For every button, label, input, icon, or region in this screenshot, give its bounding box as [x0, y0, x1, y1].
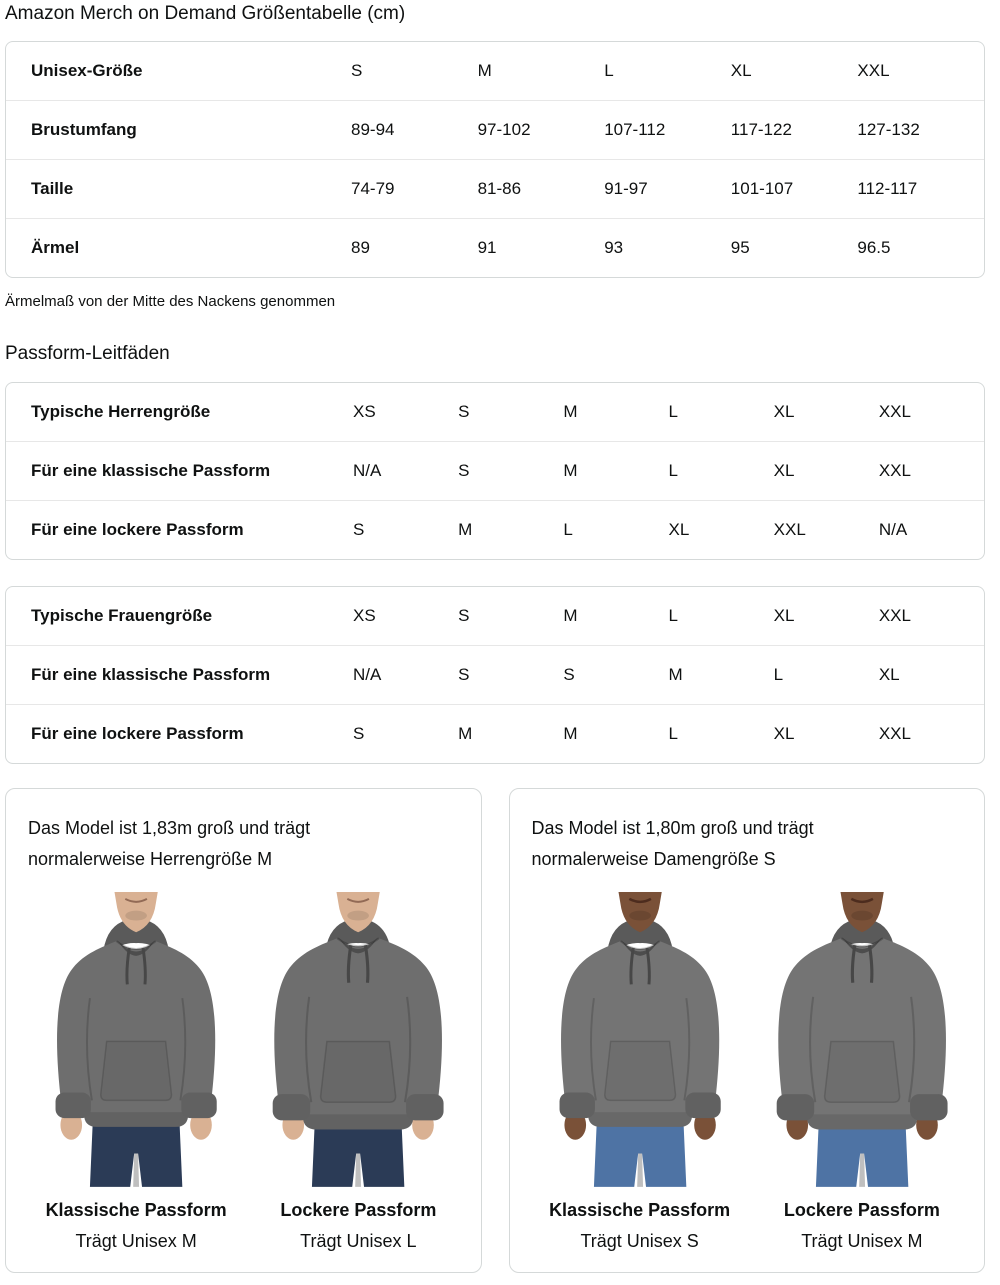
- size-cell: L: [668, 402, 678, 421]
- size-cell: M: [477, 61, 492, 80]
- left-cuff: [559, 1093, 594, 1119]
- size-cell: XL: [773, 461, 795, 480]
- size-cell: L: [668, 461, 678, 480]
- size-cell: XL: [773, 606, 795, 625]
- hem-band: [807, 1114, 917, 1129]
- size-cell: S: [458, 402, 470, 421]
- fit-guides-heading: Passform-Leitfäden: [5, 343, 170, 364]
- right-cuff: [406, 1094, 444, 1120]
- size-cell: XXL: [857, 61, 890, 80]
- size-cell: S: [351, 61, 363, 80]
- size-cell: M: [563, 461, 578, 480]
- right-cuff: [181, 1093, 216, 1119]
- hoodie-garment: [273, 937, 444, 1129]
- photo-fit-label: Klassische Passform: [549, 1199, 731, 1220]
- row-label: Ärmel: [31, 238, 80, 257]
- table-row: [6, 704, 984, 763]
- size-cell: 89-94: [351, 120, 395, 139]
- size-cell: M: [458, 724, 473, 743]
- table-row: [6, 100, 984, 159]
- table-row: [6, 441, 984, 500]
- model-photo-illustration: [532, 892, 748, 1187]
- size-cell: 91: [477, 238, 497, 257]
- size-cell: N/A: [878, 520, 908, 539]
- model-description: Das Model ist 1,83m groß und trägt normalerweise Herrengröße M: [28, 818, 311, 869]
- size-cell: XL: [730, 61, 752, 80]
- size-cell: L: [668, 606, 678, 625]
- hoodie-garment: [776, 937, 947, 1129]
- photo-fit-label: Lockere Passform: [783, 1199, 940, 1220]
- table-row: [6, 645, 984, 704]
- kangaroo-pocket: [101, 1041, 172, 1100]
- photo-fit-label: Klassische Passform: [45, 1199, 227, 1220]
- size-cell: XXL: [878, 606, 911, 625]
- photo-size-label: Trägt Unisex S: [580, 1230, 699, 1251]
- photo-size-label: Trägt Unisex L: [300, 1230, 417, 1251]
- size-cell: XS: [353, 402, 376, 421]
- size-cell: L: [668, 724, 678, 743]
- jeans-seam: [355, 1153, 361, 1186]
- photos-row: [28, 892, 467, 1252]
- size-cell: L: [604, 61, 614, 80]
- size-cell: S: [563, 665, 575, 684]
- hem-band: [303, 1114, 413, 1129]
- row-label: Typische Herrengröße: [31, 402, 211, 421]
- chin-shadow: [629, 911, 651, 921]
- size-cell: M: [563, 402, 578, 421]
- size-cell: 97-102: [477, 120, 531, 139]
- kangaroo-pocket: [604, 1041, 675, 1100]
- size-cell: 81-86: [477, 179, 522, 198]
- size-cell: XL: [773, 402, 795, 421]
- size-cell: XL: [668, 520, 690, 539]
- size-cell: XL: [878, 665, 900, 684]
- row-label: Unisex-Größe: [31, 61, 143, 80]
- size-cell: M: [563, 606, 578, 625]
- model-description: Das Model ist 1,80m groß und trägt normalerweise Damengröße S: [531, 818, 814, 869]
- size-cell: 74-79: [351, 179, 395, 198]
- jeans-seam: [133, 1153, 139, 1186]
- row-label: Für eine lockere Passform: [31, 724, 244, 743]
- size-cell: M: [668, 665, 683, 684]
- photos-row: [532, 892, 971, 1252]
- size-cell: XL: [773, 724, 795, 743]
- table-row: [6, 159, 984, 218]
- mens-fit-table: [5, 382, 985, 560]
- model-cards-row: [5, 788, 985, 1273]
- photo-loose-fit-men: [250, 892, 466, 1252]
- table-row: [6, 383, 984, 441]
- size-cell: 96.5: [857, 238, 891, 257]
- model-photo-illustration: [28, 892, 244, 1187]
- left-cuff: [273, 1094, 311, 1120]
- size-cell: S: [353, 724, 365, 743]
- row-label: Für eine klassische Passform: [31, 461, 271, 480]
- sleeve-measurement-note: Ärmelmaß von der Mitte des Nackens genommen: [5, 293, 336, 310]
- jeans-seam: [637, 1153, 643, 1186]
- size-cell: XXL: [878, 461, 911, 480]
- size-cell: S: [458, 461, 470, 480]
- size-cell: XXL: [878, 724, 911, 743]
- table-row: [6, 218, 984, 277]
- size-cell: 93: [604, 238, 624, 257]
- page-title: Amazon Merch on Demand Größentabelle (cm): [5, 3, 406, 24]
- size-cell: 95: [730, 238, 750, 257]
- photo-loose-fit-women: [754, 892, 970, 1252]
- size-cell: S: [353, 520, 365, 539]
- size-cell: 117-122: [730, 120, 792, 139]
- size-cell: S: [458, 606, 470, 625]
- right-cuff: [910, 1094, 948, 1120]
- womens-model-card: [509, 788, 986, 1273]
- hem-band: [588, 1112, 692, 1127]
- row-label: Brustumfang: [31, 120, 137, 139]
- row-label: Für eine lockere Passform: [31, 520, 244, 539]
- model-photo-illustration: [754, 892, 970, 1187]
- size-cell: 127-132: [857, 120, 920, 139]
- size-cell: 107-112: [604, 120, 666, 139]
- photo-classic-fit-women: [532, 892, 748, 1252]
- size-cell: 91-97: [604, 179, 648, 198]
- jeans-seam: [859, 1153, 865, 1186]
- size-cell: XXL: [878, 402, 911, 421]
- table-row: [6, 42, 984, 100]
- left-cuff: [776, 1094, 814, 1120]
- photo-classic-fit-men: [28, 892, 244, 1252]
- table-row: [6, 587, 984, 645]
- chin-shadow: [348, 911, 370, 921]
- mens-model-card: [5, 788, 482, 1273]
- size-cell: M: [458, 520, 473, 539]
- size-cell: L: [563, 520, 573, 539]
- size-cell: S: [458, 665, 470, 684]
- kangaroo-pocket: [824, 1041, 899, 1102]
- size-cell: L: [773, 665, 784, 684]
- photo-size-label: Trägt Unisex M: [801, 1230, 923, 1251]
- right-cuff: [685, 1093, 720, 1119]
- womens-fit-table: [5, 586, 985, 764]
- size-cell: N/A: [353, 665, 382, 684]
- size-cell: N/A: [353, 461, 382, 480]
- size-cell: 101-107: [730, 179, 794, 198]
- photo-size-label: Trägt Unisex M: [75, 1230, 197, 1251]
- chin-shadow: [125, 911, 147, 921]
- row-label: Taille: [31, 179, 74, 198]
- kangaroo-pocket: [321, 1041, 396, 1102]
- hem-band: [84, 1112, 188, 1127]
- row-label: Typische Frauengröße: [31, 606, 213, 625]
- size-cell: M: [563, 724, 578, 743]
- size-cell: XS: [353, 606, 376, 625]
- hoodie-garment: [56, 940, 217, 1127]
- model-photo-illustration: [250, 892, 466, 1187]
- unisex-size-table: [5, 41, 985, 278]
- size-cell: 89: [351, 238, 370, 257]
- size-cell: XXL: [773, 520, 806, 539]
- size-cell: 112-117: [857, 179, 918, 198]
- hoodie-garment: [559, 940, 720, 1127]
- table-row: [6, 500, 984, 559]
- left-cuff: [56, 1093, 91, 1119]
- chin-shadow: [851, 911, 873, 921]
- row-label: Für eine klassische Passform: [31, 665, 271, 684]
- photo-fit-label: Lockere Passform: [280, 1199, 437, 1220]
